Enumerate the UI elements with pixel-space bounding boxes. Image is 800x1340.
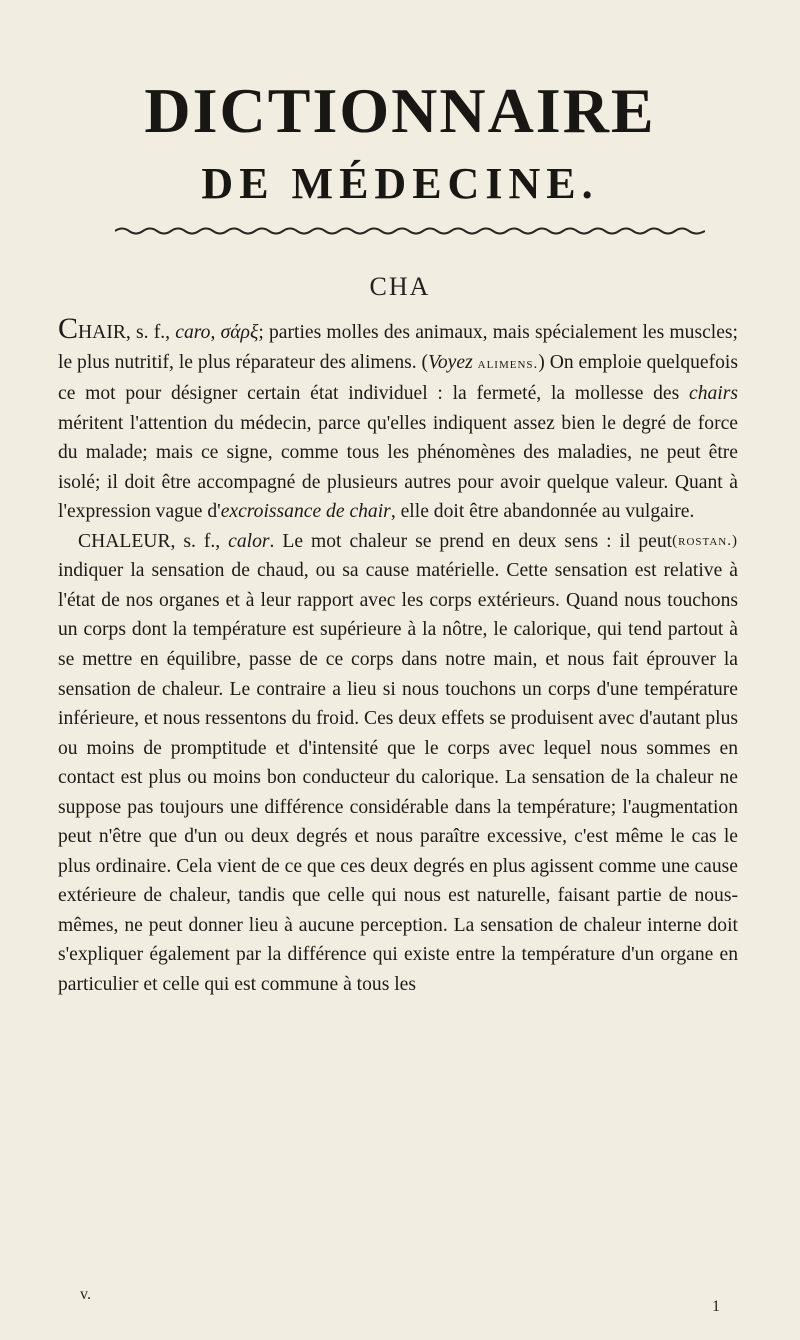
- entry-text: ) On emploie quelquefois ce mot pour désigner certain état individuel : la fermeté, la mollesse des: [58, 351, 738, 405]
- title-line-2: DE MÉDECINE.: [201, 159, 599, 208]
- running-header: CHA: [369, 272, 431, 301]
- entry-lead: , s. f.,: [125, 322, 176, 343]
- latin-term: caro: [175, 322, 211, 343]
- entry-chaleur: [58, 527, 738, 1000]
- entry-lead: , s. f.,: [170, 530, 229, 552]
- entry-chair: CHAIR, s. f., caro, σάρξ; parties molles des animaux, mais spécialement les muscles; le plus nutritif, le plus réparateur des alimens. (Voyez alimens.) On emploie quelquefois ce mot pour désigner certain état individuel : la fermeté, la mollesse des chairs méritent l'attention du médecin, parce qu'elles indiquent assez bien le degré de force du malade; mais ce signe, comme tous les phénomènes des maladies, ne peut être isolé; il doit être accompagné de plusieurs autres pour avoir quelque valeur. Quant à l'expression vague d'excroissance de chair, elle doit être abandonnée au vulgaire. (rostan.): [58, 318, 738, 527]
- italic-term: excroissance de chair: [220, 501, 391, 523]
- page-number: 1: [712, 1298, 720, 1315]
- italic-term: chairs: [689, 383, 738, 405]
- headword-chair: [58, 312, 126, 345]
- entry-text: . Le mot chaleur se prend en deux sens : il peut indiquer la sensation de chaud, ou sa cause matérielle. Cette sensation est relative à l'état de nos organes et à leur rapport avec les corps extérieurs. Quand nous touchons un corps dont la température est supérieure à la nôtre, le calorique, qui tend partout à se mettre en équilibre, passe de ce corps dans notre main, et nous fait éprouver la sensation de chaleur. Le contraire a lieu si nous touchons un corps d'une température inférieure, et nous ressentons du froid. Ces deux effets se produisent avec d'autant plus ou moins de promptitude et d'intensité que le corps avec lequel nous sommes en contact est plus ou moins bon conducteur du calorique. La sensation de la chaleur ne suppose pas toujours une différence considérable dans la température; l'augmentation peut n'être que d'un ou deux degrés et nous paraître excessive, c'est même le cas le plus ordinaire. Cela vient de ce que ces deux degrés en plus agissent comme une cause extérieure de chaleur, tandis que celle qui nous est naturelle, faisant partie de nous-mêmes, ne peut donner lieu à aucune perception. La sensation de chaleur interne doit s'expliquer également par la différence qui existe entre la température d'un organe en particulier et celle qui est commune à tous les: [58, 530, 738, 996]
- entry-text: ; parties molles des animaux, mais spécialement les muscles; le plus nutritif, le plus réparateur des alimens. (: [58, 322, 738, 373]
- signature-mark: v.: [80, 1286, 91, 1303]
- greek-term: σάρξ: [220, 322, 259, 343]
- latin-term: calor: [228, 530, 270, 552]
- decorative-rule: [115, 226, 705, 236]
- title-line-1: DICTIONNAIRE: [144, 75, 656, 146]
- drop-cap: C: [58, 312, 79, 345]
- author-signature: (rostan.): [672, 532, 738, 549]
- main-text: [58, 312, 738, 1000]
- entry-text: méritent l'attention du médecin, parce qu'elles indiquent assez bien le degré de force du malade; mais ce signe, comme tous les phénomènes des maladies, ne peut être isolé; il doit être accompagné de plusieurs autres pour avoir quelque valeur. Quant à l'expression vague d': [58, 412, 738, 523]
- cross-ref: alimens.: [477, 355, 539, 372]
- cross-ref-label: Voyez: [428, 351, 473, 373]
- headword-chaleur: CHALEUR: [78, 530, 171, 552]
- headword-rest: HAIR: [78, 322, 126, 343]
- entry-text: , elle doit être abandonnée au vulgaire.: [390, 501, 695, 523]
